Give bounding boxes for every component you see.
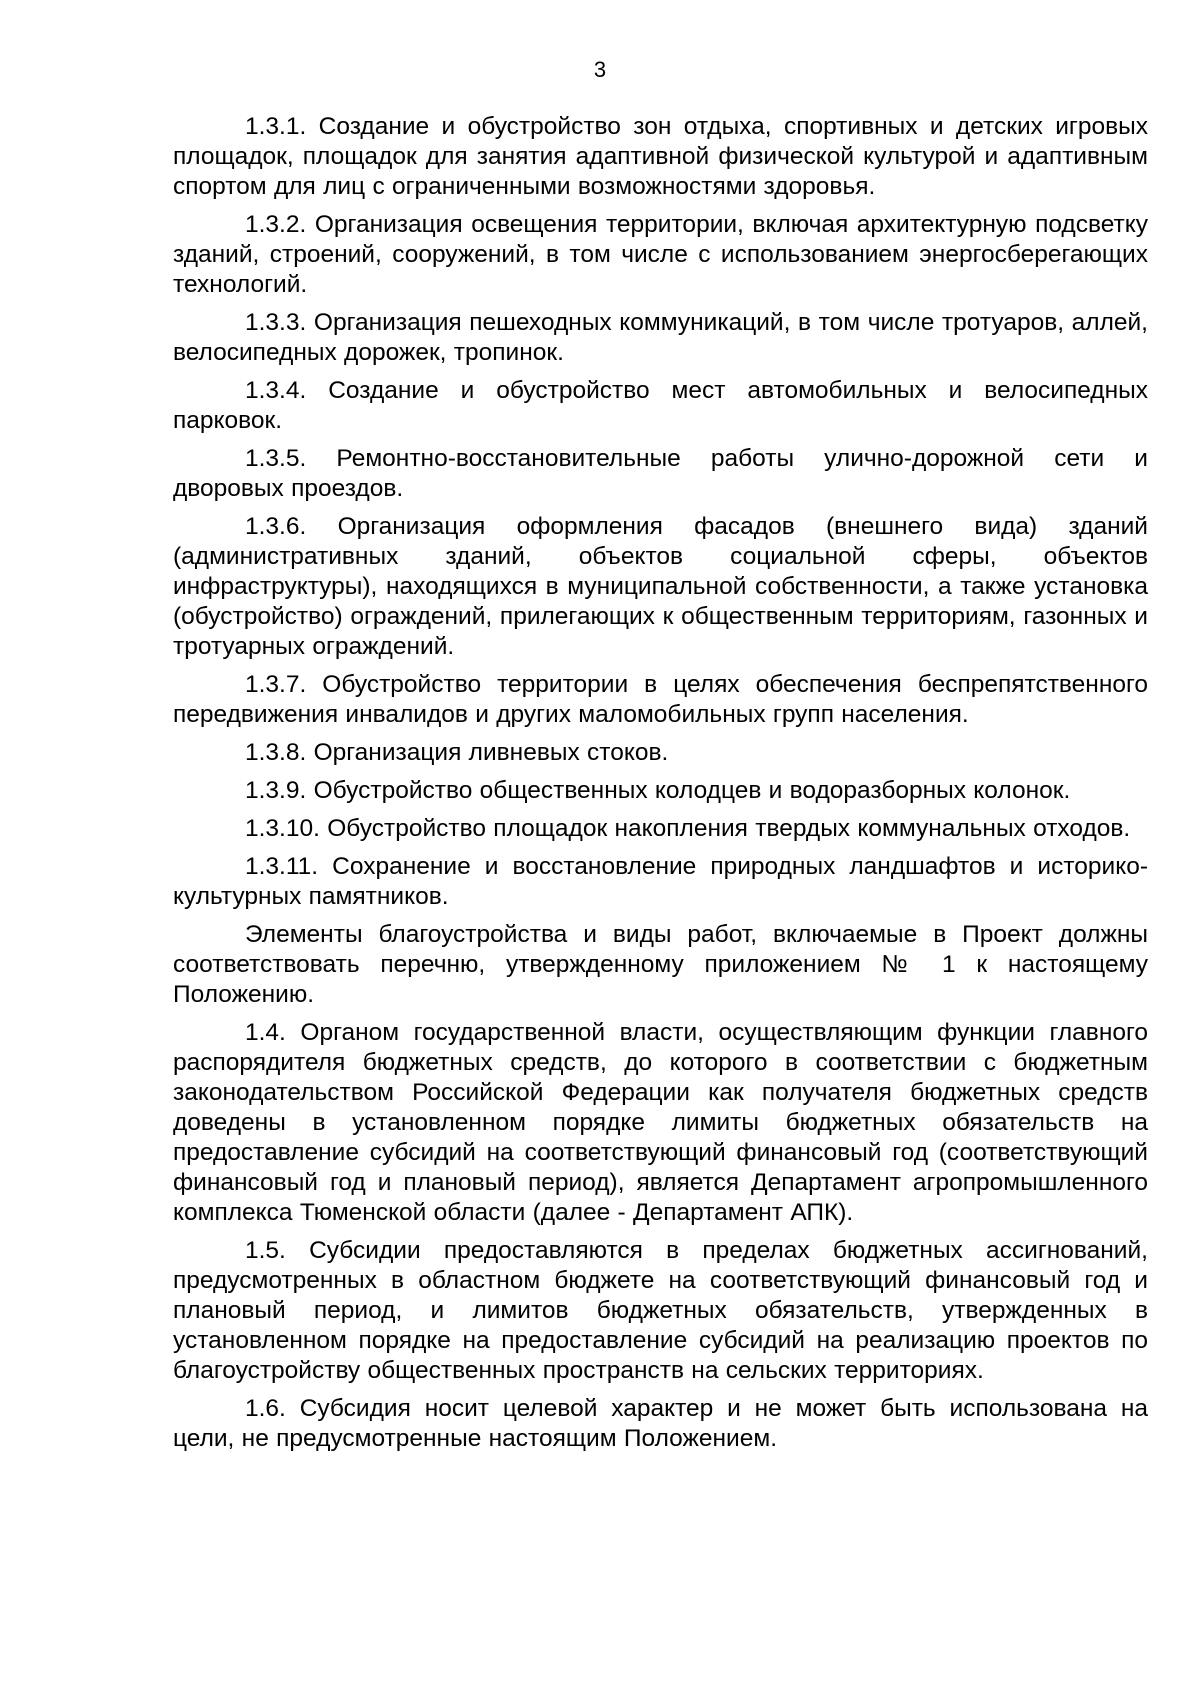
paragraph-1-3-4: 1.3.4. Создание и обустройство мест автомобильных и велосипедных парковок. — [173, 377, 1148, 434]
paragraph-1-3-2: 1.3.2. Организация освещения территории, включая архитектурную подсветку зданий, строений, сооружений, в том числе с использованием энергосберегающих технологий. — [173, 211, 1148, 298]
paragraph-1-3-6: 1.3.6. Организация оформления фасадов (внешнего вида) зданий (административных зданий, объектов социальной сферы, объектов инфраструктуры), находящихся в муниципальной собственности, а также установка (обустройство) ограждений, прилегающих к общественным территориям, газонных и тротуарных ограждений. — [173, 513, 1148, 660]
paragraph-1-5: 1.5. Субсидии предоставляются в пределах бюджетных ассигнований, предусмотренных в областном бюджете на соответствующий финансовый год и плановый период, и лимитов бюджетных обязательств, утвержденных в установленном порядке на предоставление субсидий на реализацию проектов по благоустройству общественных пространств на сельских территориях. — [173, 1237, 1148, 1384]
document-body — [173, 112, 1148, 1462]
paragraph-1-3-5: 1.3.5. Ремонтно-восстановительные работы улично-дорожной сети и дворовых проездов. — [173, 445, 1148, 502]
paragraph-1-3-8: 1.3.8. Организация ливневых стоков. — [245, 739, 669, 766]
paragraph-elements-note: Элементы благоустройства и виды работ, включаемые в Проект должны соответствовать перечню, утвержденному приложением № 1 к настоящему Положению. — [173, 921, 1148, 1008]
paragraph-1-3-9: 1.3.9. Обустройство общественных колодцев и водоразборных колонок. — [245, 777, 1071, 804]
paragraph-1-3-7: 1.3.7. Обустройство территории в целях обеспечения беспрепятственного передвижения инвалидов и других маломобильных групп населения. — [173, 671, 1148, 728]
paragraph-1-6: 1.6. Субсидия носит целевой характер и не может быть использована на цели, не предусмотренные настоящим Положением. — [173, 1395, 1148, 1452]
page-number: 3 — [593, 57, 607, 82]
paragraph-1-3-11: 1.3.11. Сохранение и восстановление природных ландшафтов и историко-культурных памятников. — [173, 853, 1148, 910]
paragraph-1-3-1: 1.3.1. Создание и обустройство зон отдыха, спортивных и детских игровых площадок, площадок для занятия адаптивной физической культурой и адаптивным спортом для лиц с ограниченными возможностями здоровья. — [173, 113, 1148, 200]
paragraph-1-4: 1.4. Органом государственной власти, осуществляющим функции главного распорядителя бюджетных средств, до которого в соответствии с бюджетным законодательством Российской Федерации как получателя бюджетных средств доведены в установленном порядке лимиты бюджетных обязательств на предоставление субсидий на соответствующий финансовый год (соответствующий финансовый год и плановый период), является Департамент агропромышленного комплекса Тюменской области (далее - Департамент АПК). — [173, 1019, 1148, 1226]
paragraph-1-3-3: 1.3.3. Организация пешеходных коммуникаций, в том числе тротуаров, аллей, велосипедных дорожек, тропинок. — [173, 309, 1148, 366]
paragraph-1-3-10: 1.3.10. Обустройство площадок накопления твердых коммунальных отходов. — [245, 815, 1131, 842]
